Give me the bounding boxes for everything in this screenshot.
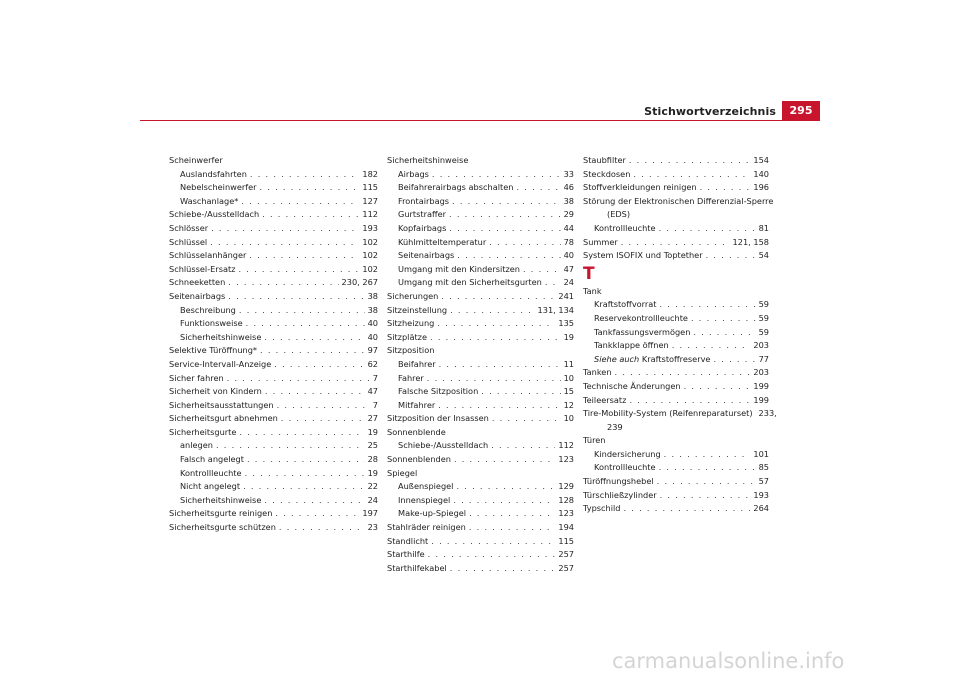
- index-entry: Türöffnungshebel . . . 57: [583, 475, 769, 489]
- index-entry: Schneeketten . . . 230, 267: [169, 276, 378, 290]
- index-heading: Scheinwerfer: [169, 155, 223, 165]
- index-subentry: Sicherheitshinweise . . . 24: [169, 494, 378, 508]
- index-subentry: Umgang mit den Sicherheitsgurten . . . 24: [387, 276, 574, 290]
- index-subentry: Reservekontrollleuchte . . . 59: [583, 312, 769, 326]
- index-entry: Service-Intervall-Anzeige . . . 62: [169, 358, 378, 372]
- index-entry: Sicherungen . . . 241: [387, 290, 574, 304]
- index-entry: Sicherheitsgurte schützen . . . 23: [169, 521, 378, 535]
- index-entry: Standlicht . . . 115: [387, 535, 574, 549]
- index-subentry: Kopfairbags . . . 44: [387, 222, 574, 236]
- index-subentry: Waschanlage* . . . 127: [169, 195, 378, 209]
- index-subentry: Make-up-Spiegel . . . 123: [387, 507, 574, 521]
- index-subentry: Auslandsfahrten . . . 182: [169, 168, 378, 182]
- index-entry: Steckdosen . . . 140: [583, 168, 769, 182]
- index-entry: Stahlräder reinigen . . . 194: [387, 521, 574, 535]
- index-subentry: Funktionsweise . . . 40: [169, 317, 378, 331]
- index-entry: Sitzposition der Insassen . . . 10: [387, 412, 574, 426]
- index-subentry: Gurtstraffer . . . 29: [387, 208, 574, 222]
- index-entry: Schlüssel-Ersatz . . . 102: [169, 263, 378, 277]
- index-subentry: Kontrollleuchte . . . 19: [169, 467, 378, 481]
- index-subentry: Kraftstoffvorrat . . . 59: [583, 298, 769, 312]
- index-subentry: Umgang mit den Kindersitzen . . . 47: [387, 263, 574, 277]
- index-entry: Tanken . . . 203: [583, 366, 769, 380]
- index-entry: Sicherheitsgurte . . . 19: [169, 426, 378, 440]
- index-subentry: Beschreibung . . . 38: [169, 304, 378, 318]
- index-entry: Typschild . . . 264: [583, 502, 769, 516]
- index-subentry: Kindersicherung . . . 101: [583, 448, 769, 462]
- index-heading: Tank: [583, 285, 602, 296]
- section-letter-t: T: [583, 263, 595, 284]
- index-entry: Schlüsselanhänger . . . 102: [169, 249, 378, 263]
- index-subentry: Beifahrerairbags abschalten . . . 46: [387, 181, 574, 195]
- index-entry: Sicherheitsgurte reinigen . . . 197: [169, 507, 378, 521]
- index-entry: Technische Änderungen . . . 199: [583, 380, 769, 394]
- index-heading-continuation: (EDS): [607, 209, 631, 220]
- header-divider: [140, 120, 820, 121]
- index-entry-continuation: 239: [607, 421, 623, 432]
- index-subentry: Airbags . . . 33: [387, 168, 574, 182]
- index-entry: Starthilfe . . . 257: [387, 548, 574, 562]
- index-entry: Sitzheizung . . . 135: [387, 317, 574, 331]
- index-entry: Sicherheit von Kindern . . . 47: [169, 385, 378, 399]
- index-column-2: [387, 154, 574, 575]
- index-subentry: Schiebe-/Ausstelldach . . . 112: [387, 439, 574, 453]
- index-entry: Sicher fahren . . . 7: [169, 372, 378, 386]
- index-column-1: [169, 154, 378, 535]
- index-entry: Sitzplätze . . . 19: [387, 331, 574, 345]
- index-entry: Tire-Mobility-System (Reifenreparaturset) 233,: [583, 408, 777, 419]
- index-subentry: Frontairbags . . . 38: [387, 195, 574, 209]
- index-subentry: Seitenairbags . . . 40: [387, 249, 574, 263]
- index-entry: Türschließzylinder . . . 193: [583, 489, 769, 503]
- index-subentry: Tankfassungsvermögen . . . 59: [583, 326, 769, 340]
- page-number-badge: 295: [782, 101, 820, 120]
- index-entry: Staubfilter . . . 154: [583, 154, 769, 168]
- index-entry: Schiebe-/Ausstelldach . . . 112: [169, 208, 378, 222]
- index-entry: Summer . . . 121, 158: [583, 236, 769, 250]
- index-subentry: Kontrollleuchte . . . 85: [583, 461, 769, 475]
- index-entry: Sitzeinstellung . . . 131, 134: [387, 304, 574, 318]
- index-subentry: Innenspiegel . . . 128: [387, 494, 574, 508]
- index-subentry: Kühlmitteltemperatur . . . 78: [387, 236, 574, 250]
- index-heading: Spiegel: [387, 467, 418, 478]
- index-subentry: Kontrollleuchte . . . 81: [583, 222, 769, 236]
- index-heading: Sitzposition: [387, 345, 435, 356]
- index-subentry: Falsche Sitzposition . . . 15: [387, 385, 574, 399]
- index-subentry: Fahrer . . . 10: [387, 372, 574, 386]
- index-subentry: Sicherheitshinweise . . . 40: [169, 331, 378, 345]
- index-subentry: Nebelscheinwerfer . . . 115: [169, 181, 378, 195]
- index-entry: Sicherheitsausstattungen . . . 7: [169, 399, 378, 413]
- index-heading: Sonnenblende: [387, 426, 446, 437]
- index-column-3: [583, 154, 777, 516]
- index-subentry: Falsch angelegt . . . 28: [169, 453, 378, 467]
- index-subentry: Nicht angelegt . . . 22: [169, 480, 378, 494]
- watermark: carmanualsonline.info: [612, 649, 845, 673]
- index-heading: Türen: [583, 435, 606, 446]
- index-entry: Stoffverkleidungen reinigen . . . 196: [583, 181, 769, 195]
- index-entry: Seitenairbags . . . 38: [169, 290, 378, 304]
- index-heading: Störung der Elektronischen Differenzial-Sperre: [583, 195, 774, 206]
- index-entry: Schlüssel . . . 102: [169, 236, 378, 250]
- index-entry: Teileersatz . . . 199: [583, 394, 769, 408]
- index-subentry-see-also: Siehe auch Kraftstoffreserve . . . 77: [583, 353, 769, 367]
- index-entry: System ISOFIX und Toptether . . . 54: [583, 249, 769, 263]
- index-entry: Schlösser . . . 193: [169, 222, 378, 236]
- page-title: Stichwortverzeichnis: [644, 105, 776, 118]
- index-entry: Sonnenblenden . . . 123: [387, 453, 574, 467]
- index-entry: Starthilfekabel . . . 257: [387, 562, 574, 576]
- index-subentry: Tankklappe öffnen . . . 203: [583, 339, 769, 353]
- index-subentry: Außenspiegel . . . 129: [387, 480, 574, 494]
- index-entry: Selektive Türöffnung* . . . 97: [169, 344, 378, 358]
- index-subentry: Mitfahrer . . . 12: [387, 399, 574, 413]
- index-heading: Sicherheitshinweise: [387, 155, 469, 165]
- index-subentry: Beifahrer . . . 11: [387, 358, 574, 372]
- index-subentry: anlegen . . . 25: [169, 439, 378, 453]
- index-entry: Sicherheitsgurt abnehmen . . . 27: [169, 412, 378, 426]
